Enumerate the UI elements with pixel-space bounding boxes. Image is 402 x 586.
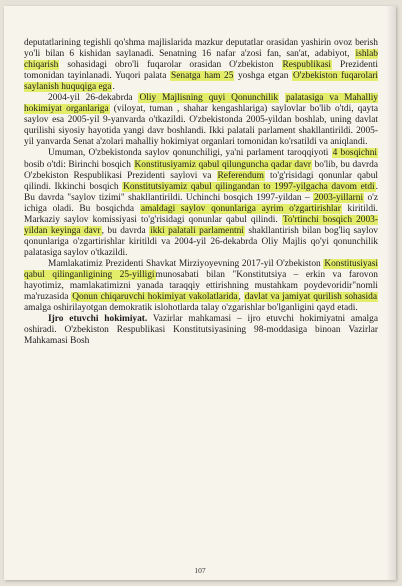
highlighted-text: ishlab chiqarish — [24, 49, 378, 71]
highlighted-text: amaldagi saylov qonunlariga ayrim o'zgartirishlar — [140, 203, 341, 214]
highlighted-text: Respublikasi — [282, 60, 331, 71]
page-number: 107 — [194, 566, 206, 575]
highlighted-text: To'rtinchi bosqich 2003-yildan keyinga davr — [24, 214, 378, 236]
paragraph-3: Umuman, O'zbekistonda saylov qonunchiligi, ya'ni parlament taroqqiyoti 4 bosqichni bosib o'tdi: Birinchi bosqich Konstitusiyamiz qabul qilunguncha qadar davr bo'lib, bu davrda O'zbekiston Respublikasi Prezidenti saylovi va Referendum to'g'risidagi qonunlar qabul qilindi. Ikkinchi bosqich Konstitutsiyamiz qabul qilingandan to 1997-yilgacha davom etdi. Bu davrda "saylov tizimi" shakllantirildi. Uchinchi bosqich 1997-yildan – 2003-yillarni o'z ichiga oladi. Bu bosqichda amaldagi saylov qonunlariga ayrim o'zgartirishlar kiritildi. Markaziy saylov komissiyasi to'g'risidagi qonunlar qabul qilindi. To'rtinchi bosqich 2003-yildan keyinga davr, bu davrda ikki palatali parlamentni shakllantirish bilan bog'liq saylov qonunlariga o'zgartirishlar kiritildi va 2004-yil 26-dekabrda Oliy Majlis qo'yi qonunchilik palatasiga saylov o'tkazildi. — [24, 148, 379, 258]
highlighted-text: Konstitutsiyamiz qabul qilingandan to 1997-yilgacha davom etdi — [123, 181, 375, 192]
paragraph-5 — [24, 314, 378, 347]
highlighted-text: ikki palatali parlamentni — [150, 225, 244, 236]
highlighted-text: Senatga ham 25 — [171, 71, 234, 82]
highlighted-text: Oliy Majlisning quyi Qonunchilik — [139, 93, 279, 104]
highlighted-text: 4 bosqichni — [332, 148, 377, 159]
highlighted-text: 2003-yillarni — [314, 192, 364, 203]
highlighted-text: Konstitusiyamiz qabul qilunguncha qadar davr — [134, 159, 312, 170]
book-page — [4, 6, 396, 580]
section-heading: Ijro etuvchi hokimiyat. — [48, 314, 148, 325]
paragraph-5-text: Vazirlar mahkamasi – ijro etuvchi hokimiyatni amalga oshiradi. O'zbekiston Respublikasi Konstitutsiyasining 98-moddasiga binoan Vazirlar Mahkamasi Bosh — [24, 314, 378, 347]
highlighted-text: Qonun chiqaruvchi hokimiyat vakolatlarida — [72, 292, 238, 303]
highlighted-text: O'zbekiston fuqarolari saylanish huquqiga ega — [24, 71, 378, 93]
paragraph-4: Mamlakatimiz Prezidenti Shavkat Mirziyoyevning 2017-yil O'zbekiston Konstitusiyasi qabul qilinganligining 25-yilligimunosabati bilan "Konstitutsiya – erkin va farovon hayotimiz, mamlakatimizni yanada taraqqiy ettirishning mustahkam poydevoridir"nomli ma'ruzasida Qonun chiqaruvchi hokimiyat vakolatlarida, davlat va jamiyat qurilish sohasida amalga oshirilayotgan demokratik islohotlarda talay o'zgarishlar bo'lganligini qayd etadi. — [24, 258, 378, 314]
paragraph-1: deputatlarining tegishli qo'shma majlislarida mazkur deputatlar orasidan yashirin ovoz berish yo'li bilan 6 kishidan saylanadi. Senatning 16 nafar a'zosi fan, san'at, adabiyot, ishlab chiqarish sohasidagi obro'li fuqarolar orasidan O'zbekiston Respublikasi Prezidenti tomonidan tayinlanadi. Yuqori palata Senatga ham 25 yoshga etgan O'zbekiston fuqarolari saylanish huquqiga ega. — [24, 38, 378, 93]
paragraph-2: 2004-yil 26-dekabrda Oliy Majlisning quyi Qonunchilik palatasiga va Mahalliy hokimiyat organlariga (viloyat, tuman , shahar kengashlariga) saylovlar bo'lib o'tdi, qayta saylov esa 2005-yil 9-yanvarda o'tkazildi. O'zbekistonda 2005-yildan boshlab, uning davlat qurilishi siyosiy hayotida yangi davr boshlandi. Ikki palatali parlament shakllantirildi. 2005-yil yanvarda Senat a'zolari mahalliy hokimiyat organlari tomonidan ko'rsatildi va aniqlandi. — [24, 93, 378, 148]
page-body — [24, 38, 378, 347]
highlighted-text: Konstitusiyasi qabul qilinganligining 25-yilligi — [24, 258, 378, 280]
highlighted-text: davlat va jamiyat qurilish sohasida — [244, 292, 377, 303]
highlighted-text: palatasiga va Mahalliy hokimiyat organlariga — [24, 93, 378, 115]
highlighted-text: Referendum — [217, 170, 264, 181]
